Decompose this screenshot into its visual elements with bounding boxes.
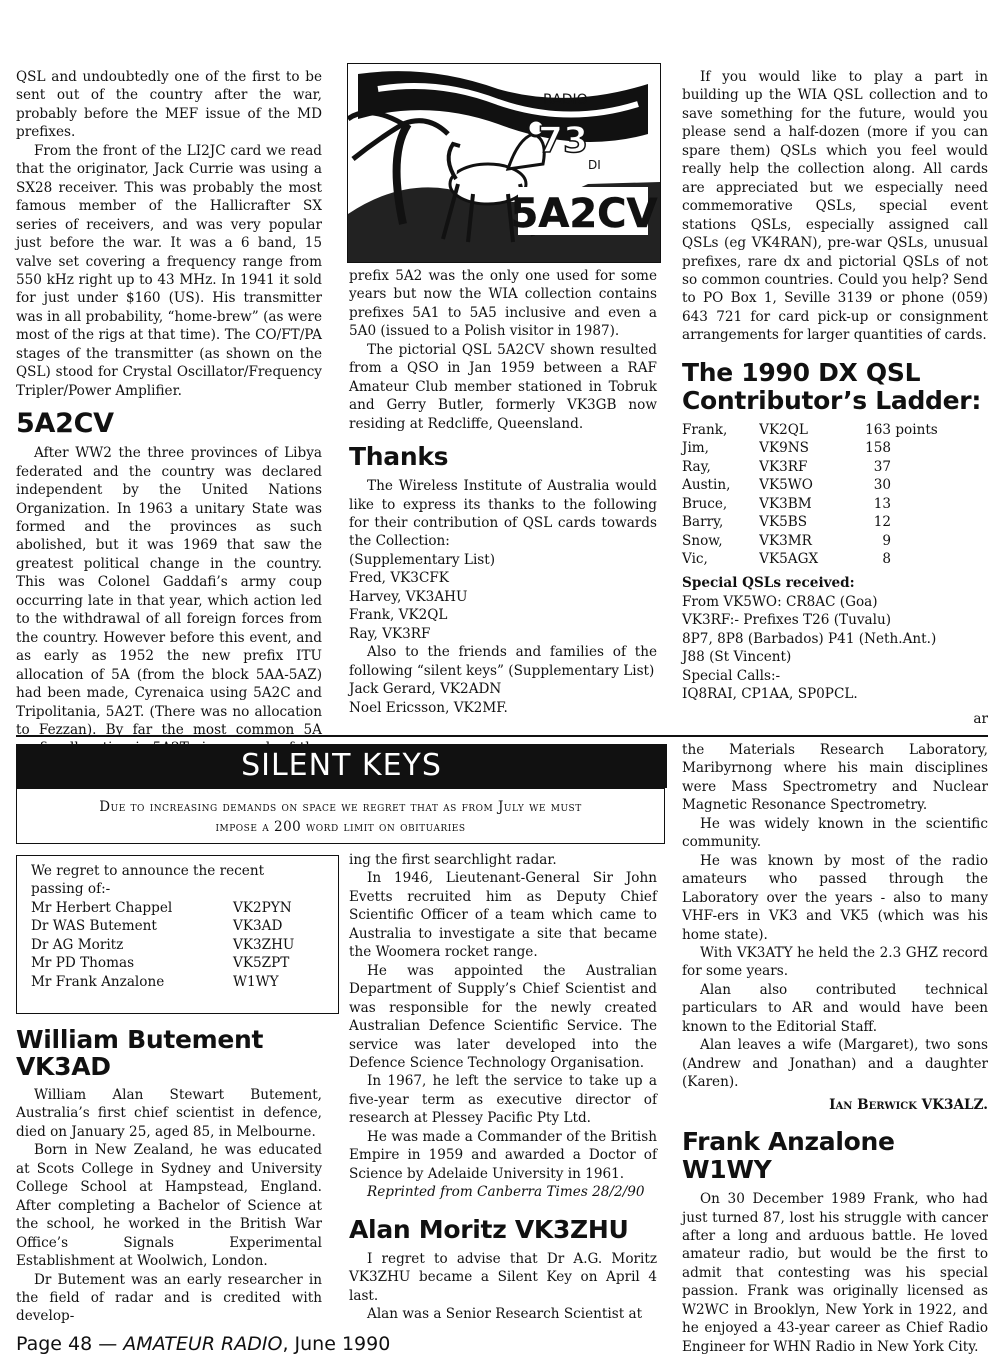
passing-name: Dr WAS Butement [31,918,157,935]
list-item: Special Calls:- [682,667,781,684]
ladder-call: VK2QL [759,421,808,438]
ladder-row [682,495,988,513]
ladder-points: 8 [865,550,892,567]
ladder-points: 12 [865,514,892,531]
column-1-bottom [16,1026,322,1326]
passing-call: VK3AD [233,918,283,935]
qsl-greeting: 73 [537,120,589,161]
paragraph: He was made a Commander of the British Empire in 1959 and awarded a Doctor of Science by Adelaide University in 1961. [349,1128,657,1182]
section-heading-5a2cv: 5A2CV [16,408,114,440]
list-item: J88 (St Vincent) [682,649,792,666]
ladder-call: VK3RF [759,458,808,475]
column-3-top [682,68,988,728]
section-heading-ladder: The 1990 DX QSL Contributor’s Ladder: [682,357,982,415]
signoff: ar [973,710,988,727]
list-item: From VK5WO: CR8AC (Goa) [682,593,878,610]
list-item: Fred, VK3CFK [349,570,449,587]
ladder-points: 37 [865,458,892,475]
paragraph: Alan also contributed technical particulars to AR and would have been known to the Editorial Staff. [682,981,988,1035]
silent-keys-notice [16,788,665,844]
paragraph: prefix 5A2 was the only one used for some years but now the WIA collection contains prefixes 5A1 to 5A5 inclusive and even a 5A0 (issued to a Polish visitor in 1987). [349,268,657,340]
passing-name: Mr Frank Anzalone [31,973,165,990]
ladder-call: VK5AGX [759,550,819,567]
ladder-row [682,421,988,439]
paragraph: He was known by most of the radio amateurs who passed through the Laboratory over the years - also to many VHF-ers in VK3 and VK5 (which was his home state). [682,852,988,943]
passing-call: VK5ZPT [233,955,290,972]
ladder-call: VK3MR [759,532,812,549]
column-3-bottom [682,741,988,1356]
page-footer [16,1333,390,1355]
passing-row [31,936,328,954]
qsl-small-text: RADIO [543,92,588,108]
paragraph: From the front of the LI2JC card we read that the originator, Jack Currie was using a SX28 receiver. This was probably the most famous member of the Hallicrafter SX series of receivers, and was very popular just before the war. It was a 6 band, 15 valve set covering a frequency range from 550 kHz right up to 43 MHz. In 1941 it sold for just under $160 (US). His transmitter was in all probability, “home-brew” (as were most of the rigs at that time). The CO/FT/PA stages of the transmitter (as shown on the QSL) stood for Crystal Oscillator/Frequency Tripler/Power Amplifier. [16,142,322,399]
list-item: Jack Gerard, VK2ADN [349,681,502,698]
paragraph: In 1946, Lieutenant-General Sir John Evetts recruited him as Deputy Chief Scientific Officer of a team which came to Australia to investigate a site that became the Woomera rocket range. [349,870,657,961]
paragraph: He was widely known in the scientific community. [682,815,988,851]
list-item: Harvey, VK3AHU [349,588,468,605]
passing-row [31,899,328,917]
column-1-top [16,68,322,795]
paragraph: Also to the friends and families of the following “silent keys” (Supplementary List) [349,644,657,679]
obituary-heading-moritz: Alan Moritz VK3ZHU [349,1214,629,1244]
passing-row [31,954,328,972]
passing-call: VK3ZHU [233,936,295,953]
ladder-points: 30 [865,477,892,494]
list-item: Frank, VK2QL [349,607,448,624]
paragraph: the Materials Research Laboratory, Maribyrnong where his main disciplines were Mass Spectrometry and Nuclear Magnetic Resonance Spectrometry. [682,742,988,814]
paragraph: ing the first searchlight radar. [349,852,557,868]
ladder-name: Bruce, [682,495,728,512]
issue-date: , June 1990 [282,1333,391,1355]
ladder-call: VK9NS [759,440,809,457]
ladder-row [682,550,988,568]
paragraph: QSL and undoubtedly one of the first to be sent out of the country after the war, probably before the MEF issue of the MD prefixes. [16,69,322,141]
special-qsls-heading: Special QSLs received: [682,575,855,592]
obituary-heading-butement: William Butement VK3AD [16,1025,264,1081]
paragraph: William Alan Stewart Butement, Australia’s first chief scientist in defence, died on January 25, aged 85, in Melbourne. [16,1087,322,1140]
paragraph: On 30 December 1989 Frank, who had just turned 87, lost his struggle with cancer after a long and arduous battle. He loved amateur radio, but would be the first to admit that contesting was his special passion. Frank was originally licensed as W2WC in Brooklyn, New York in 1922, and he enjoyed a 43-year career as Chief Radio Engineer for WHN Radio in New York City. [682,1191,988,1355]
passing-table [31,899,328,991]
ladder-name: Ray, [682,458,711,475]
qsl-card-drawing [348,64,660,262]
qsl-card-illustration [347,63,661,263]
ladder-call: VK5WO [759,477,813,494]
silent-keys-banner: SILENT KEYS [16,744,667,788]
passing-name: Mr PD Thomas [31,955,135,972]
passing-call: W1WY [233,973,279,990]
reprint-credit: Reprinted from Canberra Times 28/2/90 [367,1184,645,1201]
ladder-points: 158 [865,440,892,457]
page-number: Page 48 — [16,1333,124,1355]
passing-announcement-box [16,855,339,1014]
ladder-points: 163 points [865,421,938,438]
ladder-table [682,421,988,569]
paragraph: He was appointed the Australian Department of Supply’s Chief Scientist and was responsible for the newly created Australian Defence Scientific Service. The service was later developed into the Defence Science Technology Organisation. [349,962,657,1071]
notice-line: impose a 200 word limit on obituaries [215,819,466,835]
list-label: (Supplementary List) [349,551,496,568]
ladder-name: Vic, [682,550,708,567]
list-item: VK3RF:- Prefixes T26 (Tuvalu) [682,612,892,629]
paragraph: If you would like to play a part in building up the WIA QSL collection and to save something for the future, would you please send a half-dozen (more if you can spare them) QSLs which you feel would really help the collection along. All cards are appreciated but we especially need commemorative QSLs, special event stations QSLs, especially assigned call QSLs (eg VK4RAN), pre-war QSLs, unusual prefixes, rare dx and pictorial QSLs of not so common countries. Could you help? Send to PO Box 1, Seville 3139 or phone (059) 643 721 for card pick-up or consignment arrangements for larger quantities of cards. [682,69,988,344]
paragraph: With VK3ATY he held the 2.3 GHZ record for some years. [682,944,988,980]
ladder-row [682,532,988,550]
qsl-callsign: 5A2CV [510,191,658,237]
ladder-row [682,458,988,476]
passing-row [31,917,328,935]
notice-line: Due to increasing demands on space we regret that as from July we must [99,799,582,815]
column-2-bottom [349,851,657,1323]
ladder-name: Snow, [682,532,723,549]
ladder-call: VK3BM [759,495,812,512]
ladder-name: Frank, [682,421,728,438]
obituary-signoff: Ian Berwick VK3ALZ. [829,1096,988,1113]
list-item: 8P7, 8P8 (Barbados) P41 (Neth.Ant.) [682,630,937,647]
paragraph: After WW2 the three provinces of Libya federated and the country was declared independent by the United Nations Organization. In 1963 a unitary State was formed and the provinces as such abolished, but it was 1969 that saw the greatest political change in the country. This was Colonel Gaddafi’s army coup occurring late in that year, which action led to the withdrawal of all foreign forces from the country. However before this event, and as early as 1952 the new prefix ITU allocation of 5A (from the block 5AA-5AZ) had been made, Cyrenaica using 5A2C and Tripolitania, 5A2T. (There was no allocation to Fezzan). By far the most common 5A [16,445,322,738]
ladder-row [682,439,988,457]
obituary-heading-anzalone: Frank Anzalone W1WY [682,1127,895,1185]
paragraph: Alan was a Senior Research Scientist at [367,1305,643,1322]
paragraph: The pictorial QSL 5A2CV shown resulted from a QSO in Jan 1959 between a RAF Amateur Club member stationed in Tobruk and Gerry Butler, formerly VK3GB now residing at Redcliffe, Queensland. [349,341,657,432]
ladder-name: Austin, [682,477,731,494]
passing-name: Dr AG Moritz [31,936,124,953]
passing-call: VK2PYN [233,899,292,916]
ladder-name: Jim, [682,440,710,457]
section-divider [16,735,988,737]
passing-name: Mr Herbert Chappel [31,899,173,916]
column-2-top [349,267,657,717]
paragraph: Born in New Zealand, he was educated at Scots College in Sydney and University College School at Hampstead, England. After completing a Bachelor of Science at the school, he worked in the British War Office’s Signals Experimental Establishment at Woolwich, London. [16,1142,322,1270]
magazine-name: AMATEUR RADIO [123,1333,283,1355]
paragraph: In 1967, he left the service to take up a five-year term as executive director of research at Plessey Pacific Pty Ltd. [349,1073,657,1127]
ladder-points: 13 [865,495,892,512]
paragraph: I regret to advise that Dr A.G. Moritz VK3ZHU became a Silent Key on April 4 last. [349,1250,657,1304]
ladder-row [682,513,988,531]
list-item: Ray, VK3RF [349,625,431,642]
passing-row [31,973,328,991]
list-item: IQ8RAI, CP1AA, SP0PCL. [682,686,858,703]
ladder-call: VK5BS [759,514,808,531]
paragraph: Dr Butement was an early researcher in the field of radar and is credited with develop- [16,1271,322,1325]
paragraph: The Wireless Institute of Australia would like to express its thanks to the following for their contribution of QSL cards towards the Collection: [349,478,657,550]
ladder-row [682,476,988,494]
qsl-small-text-2: DI [588,158,601,172]
ladder-name: Barry, [682,514,724,531]
list-item: Noel Ericsson, VK2MF. [349,699,508,716]
paragraph: Alan leaves a wife (Margaret), two sons (Andrew and Jonathan) and a daughter (Karen). [682,1037,988,1091]
passing-intro: We regret to announce the recent passing of:- [31,863,265,898]
section-heading-thanks: Thanks [349,442,449,472]
ladder-points: 9 [865,532,892,549]
